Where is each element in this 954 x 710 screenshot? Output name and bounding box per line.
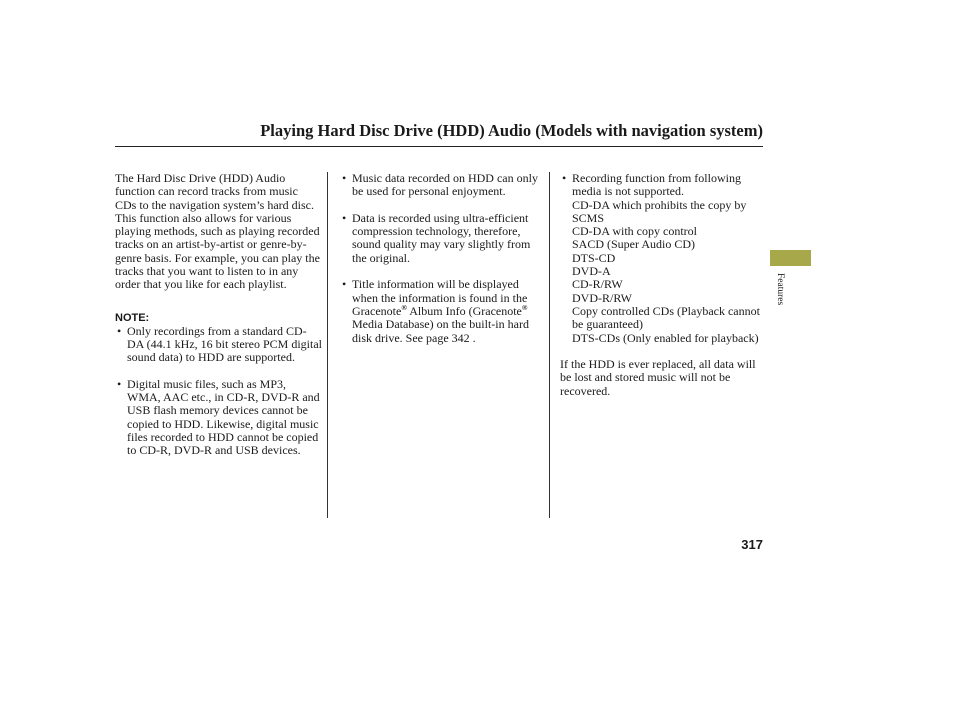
column-2: [340, 172, 540, 345]
media-item: DVD-A: [572, 264, 611, 279]
media-item: CD-DA which prohibits the copy by SCMS: [572, 197, 747, 225]
bullet-title-info: [340, 278, 540, 344]
bullet-dot: •: [342, 210, 347, 225]
registered-mark: ®: [401, 302, 407, 312]
section-tab: [770, 250, 811, 266]
registered-mark: ®: [521, 302, 528, 312]
column-divider-1: [327, 172, 328, 518]
column-3: [560, 172, 765, 398]
bullet-personal-use: [340, 172, 540, 199]
column-divider-2: [549, 172, 550, 518]
page-title: Playing Hard Disc Drive (HDD) Audio (Models with navigation system): [260, 121, 763, 140]
intro-paragraph: The Hard Disc Drive (HDD) Audio function can record tracks from music CDs to the navigation system’s hard disc. This function also allows for various playing methods, such as playing recorded tracks on an artist-by-artist or genre-by-genre basis. For example, you can play the tracks that you want to listen to in any order that you like for each playlist.: [115, 171, 320, 292]
column-1: [115, 172, 322, 458]
media-item: SACD (Super Audio CD): [572, 237, 696, 252]
bullet-compression: [340, 212, 540, 265]
media-item: DTS-CD: [572, 250, 616, 265]
media-item: DVD-R/RW: [572, 290, 632, 305]
media-item: Copy controlled CDs (Playback cannot be guaranteed): [572, 303, 760, 332]
bullet-dot: •: [117, 323, 122, 338]
note-bullet-1: [115, 325, 322, 365]
media-item: CD-R/RW: [572, 277, 623, 292]
note-label: NOTE:: [115, 311, 150, 324]
bullet-dot: •: [342, 277, 347, 292]
media-item: CD-DA with copy control: [572, 224, 697, 239]
bullet-text: Data is recorded using ultra-efficient compression technology, therefore, sound quality may vary slightly from the original.: [352, 210, 531, 265]
page-number: 317: [741, 537, 763, 552]
note-bullet-2: [115, 378, 322, 458]
media-item: DTS-CDs (Only enabled for playback): [572, 330, 759, 345]
hdd-replacement-warning: If the HDD is ever replaced, all data will be lost and stored music will not be recovered.: [560, 357, 756, 398]
bullet-text: Digital music files, such as MP3, WMA, AAC etc., in CD-R, DVD-R and USB flash memory devices cannot be copied to HDD. Likewise, digital music files recorded to HDD cannot be copied to CD-R, DVD-R and USB devices.: [127, 376, 320, 458]
bullet-text: Recording function from following media is not supported.: [572, 171, 741, 199]
bullet-dot: •: [342, 171, 347, 185]
bullet-unsupported-media: [560, 172, 765, 199]
bullet-dot: •: [562, 171, 567, 185]
bullet-text: Only recordings from a standard CD-DA (44.1 kHz, 16 bit stereo PCM digital sound data) to HDD are supported.: [127, 323, 322, 365]
bullet-dot: •: [117, 376, 122, 391]
bullet-text: Music data recorded on HDD can only be used for personal enjoyment.: [352, 171, 538, 199]
bullet-text: Title information will be displayed when the information is found in the Gracenote® Album Info (Gracenote® Media Database) on the built-in hard disk drive. See page 342 .: [352, 277, 529, 345]
title-rule: [115, 146, 763, 147]
